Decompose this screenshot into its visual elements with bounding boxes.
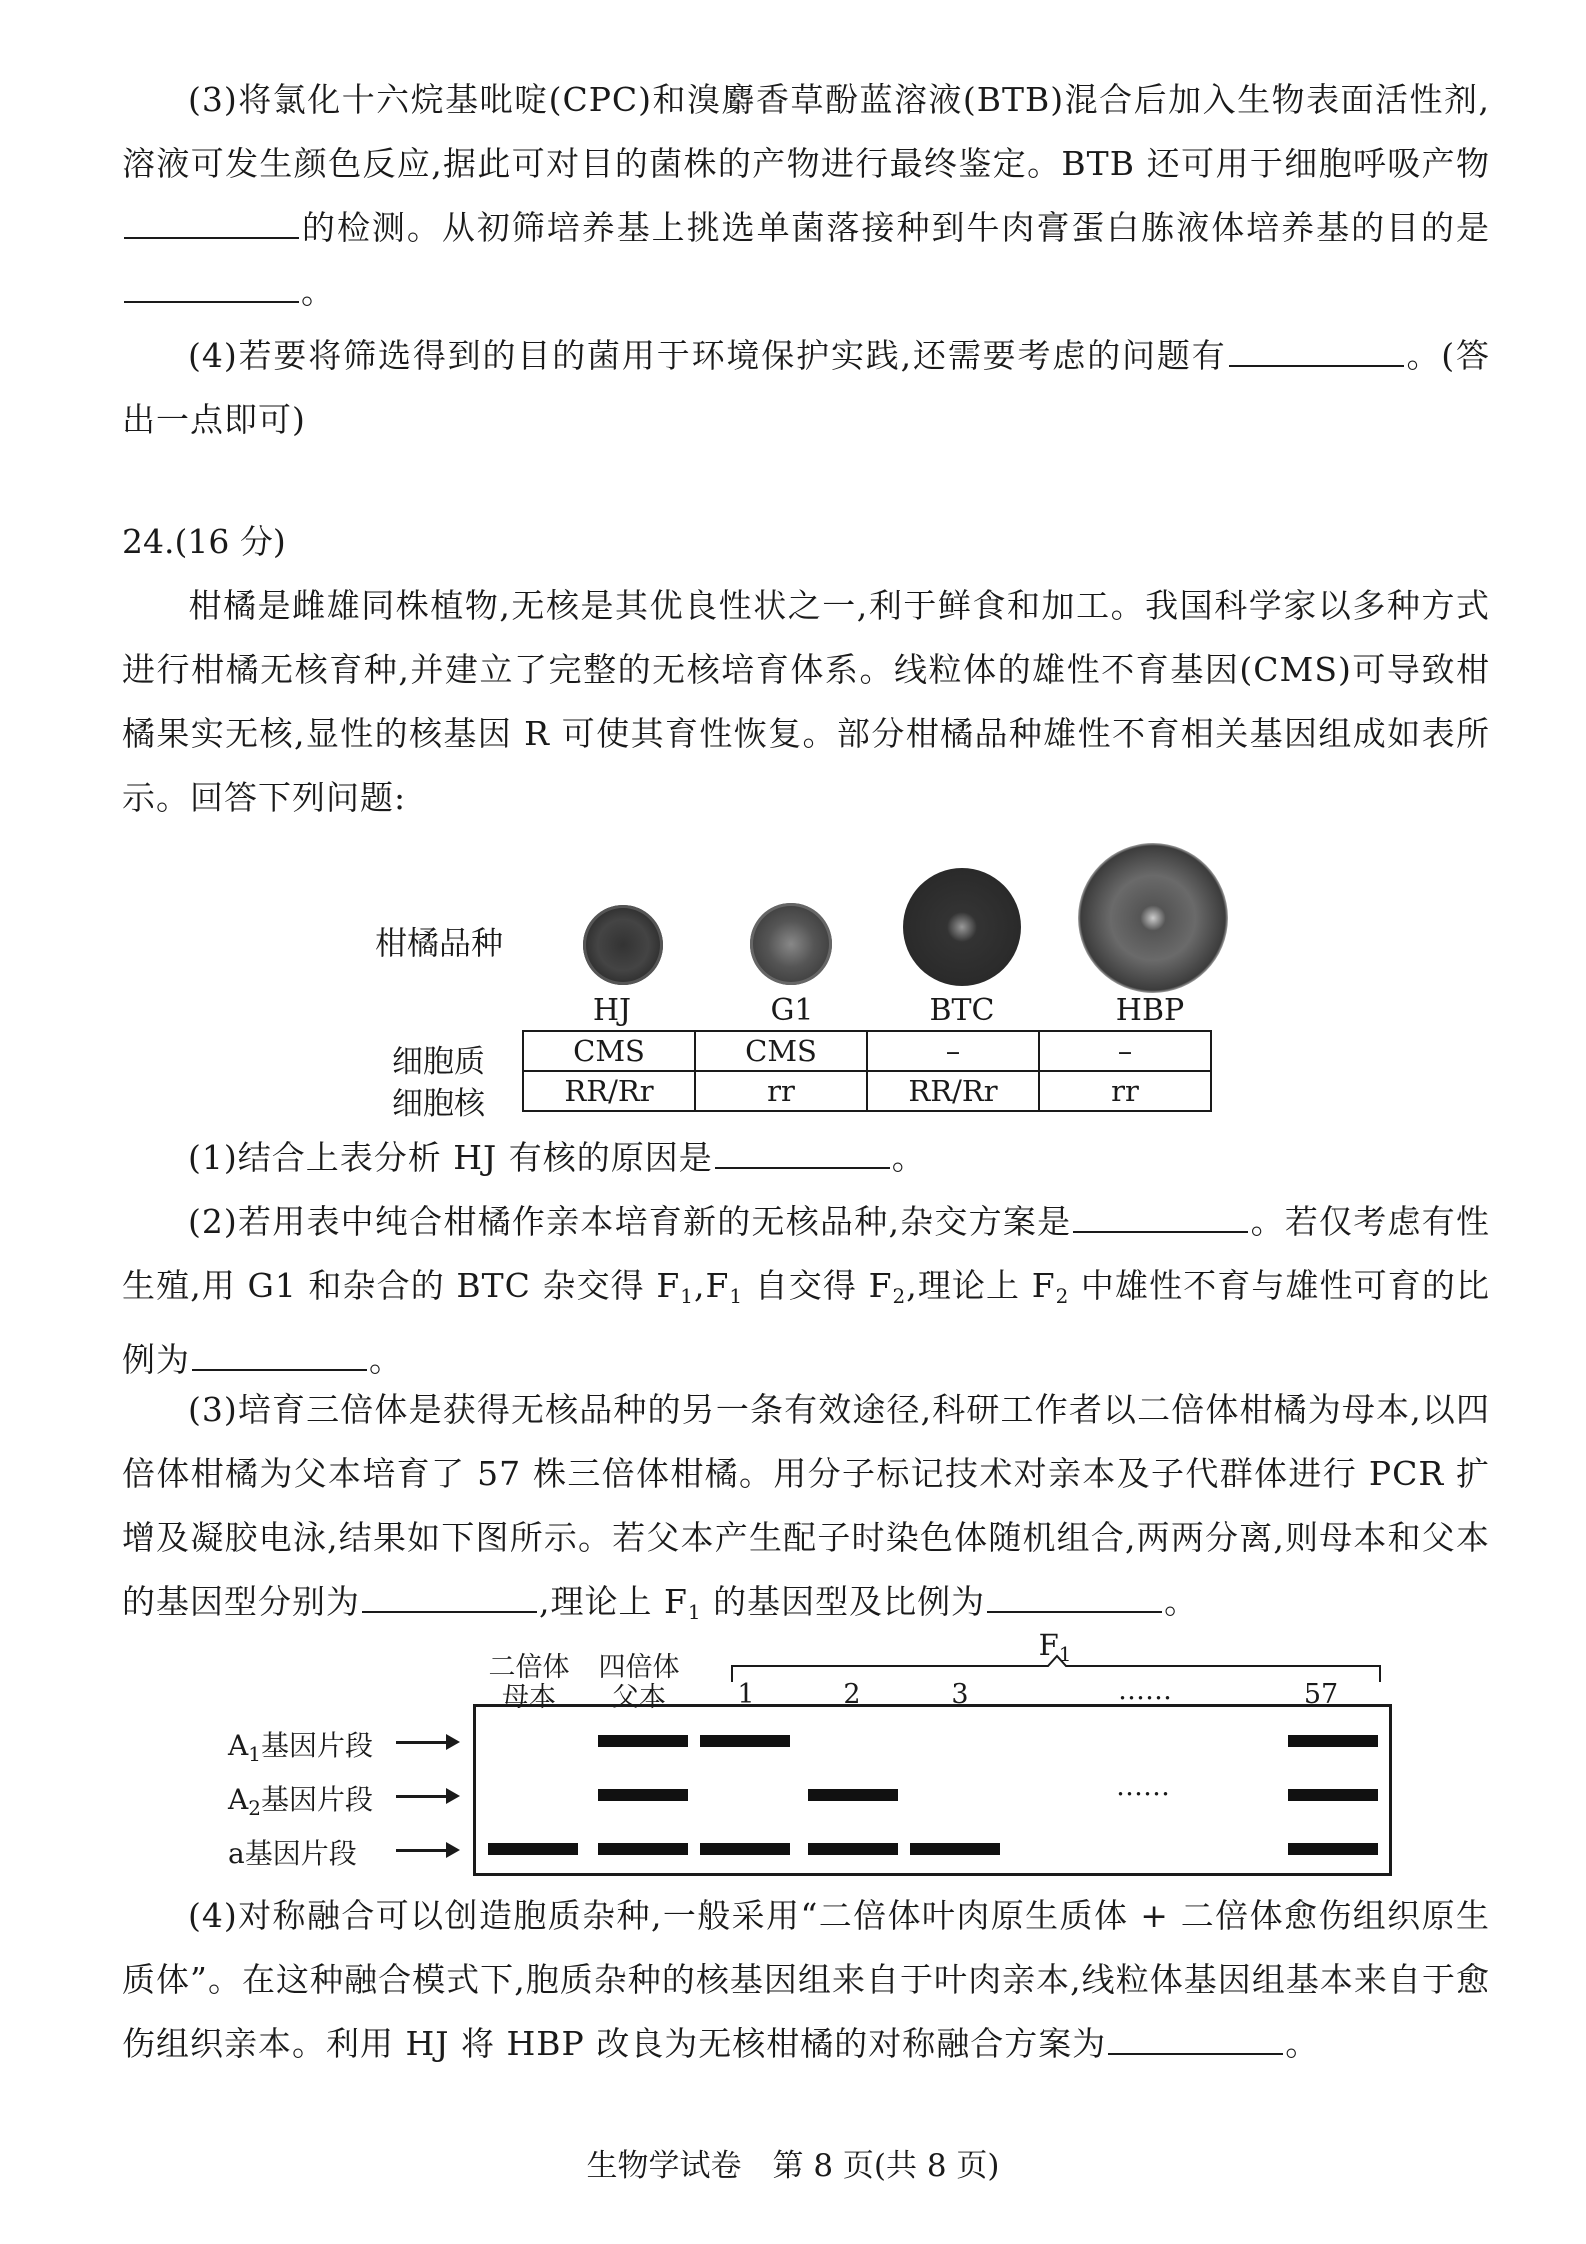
table-row [523, 1071, 1211, 1111]
table-cell: – [867, 1031, 1039, 1071]
hbp-fruit-image [1078, 843, 1228, 993]
q24-part3: (3)培育三倍体是获得无核品种的另一条有效途径,科研工作者以二倍体柑橘为母本,以四倍体柑橘为父本培育了 57 株三倍体柑橘。用分子标记技术对亲本及子代群体进行 PCR 扩增及凝胶电泳,结果如下图所示。若父本产生配子时染色体随机组合,两两分离,则母本和父本的基因型分别为 ,理论上 $F_1$ 的基因型及比例为 。 [122, 1390, 1490, 1624]
hj-fruit-image [583, 905, 663, 985]
table-cell: CMS [695, 1031, 867, 1071]
answer-blank[interactable] [124, 271, 299, 303]
band-lane1-a1 [700, 1735, 790, 1747]
fragment-label-a1: $A_1$基因片段 [228, 1729, 373, 1766]
variety-name-hj: HJ [592, 993, 632, 1028]
q23-part3: (3)将氯化十六烷基吡啶(CPC)和溴麝香草酚蓝溶液(BTB)混合后加入生物表面活性剂,溶液可发生颜色反应,据此可对目的菌株的产物进行最终鉴定。BTB 还可用于细胞呼吸产物的检测。从初筛培养基上挑选单菌落接种到牛肉膏蛋白胨液体培养基的目的是。 [122, 80, 1490, 311]
variety-name-hbp: HBP [1115, 993, 1185, 1028]
q24-part2: (2)若用表中纯合柑橘作亲本培育新的无核品种,杂交方案是 。若仅考虑有性生殖,用 G1 和杂合的 BTC 杂交得 $F_1,F_1$ 自交得 $F_2$,理论上 $F_2$ 中雄性不育与雄性可育的比例为 。 [122, 1202, 1491, 1379]
fragment-label-a2: $A_2$基因片段 [228, 1783, 373, 1820]
answer-blank[interactable] [987, 1581, 1162, 1613]
table-cell: RR/Rr [867, 1071, 1039, 1111]
table-cell: rr [1039, 1071, 1211, 1111]
btc-fruit-image [903, 868, 1021, 986]
g1-fruit-image [750, 903, 832, 985]
q24-part1: (1)结合上表分析 HJ 有核的原因是 。 [188, 1138, 926, 1177]
f1-head: $F_1$ [1038, 1628, 1072, 1666]
lane-number: 57 [1303, 1679, 1339, 1710]
answer-blank[interactable] [1229, 335, 1404, 367]
q24-intro: 柑橘是雌雄同株植物,无核是其优良性状之一,利于鲜食和加工。我国科学家以多种方式进行柑橘无核育种,并建立了完整的无核培育体系。线粒体的雄性不育基因(CMS)可导致柑橘果实无核,显性的核基因 R 可使其育性恢复。部分柑橘品种雄性不育相关基因组成如表所示。回答下列问题: [122, 586, 1490, 817]
answer-blank[interactable] [124, 207, 299, 239]
lane-number: 1 [737, 1679, 755, 1710]
q24-part4: (4)对称融合可以创造胞质杂种,一般采用“二倍体叶肉原生质体 + 二倍体愈伤组织原生质体”。在这种融合模式下,胞质杂种的核基因组来自于叶肉亲本,线粒体基因组基本来自于愈伤组织亲本。利用 HJ 将 HBP 改良为无核柑橘的对称融合方案为 。 [122, 1896, 1490, 2063]
gel-ellipsis: …… [1116, 1771, 1170, 1802]
answer-blank[interactable] [1073, 1201, 1248, 1233]
band-lane57-a1 [1288, 1735, 1378, 1747]
arrow-icon [396, 1741, 456, 1744]
lane-head-mother: 二倍体 母本 [488, 1652, 570, 1713]
band-lane57-a2 [1288, 1789, 1378, 1801]
question-number: 24.(16 分) [122, 522, 286, 561]
band-lane2-a2 [808, 1789, 898, 1801]
lane-ellipsis: …… [1118, 1675, 1172, 1706]
band-father-a [598, 1843, 688, 1855]
variety-label: 柑橘品种 [375, 924, 504, 962]
variety-name-g1: G1 [770, 993, 814, 1028]
variety-name-btc: BTC [929, 993, 995, 1028]
band-lane1-a [700, 1843, 790, 1855]
fragment-label-a: a基因片段 [228, 1837, 357, 1870]
page-footer: 生物学试卷 第 8 页(共 8 页) [586, 2148, 1000, 2184]
answer-blank[interactable] [1108, 2023, 1283, 2055]
band-father-a1 [598, 1735, 688, 1747]
lane-head-father: 四倍体 父本 [598, 1652, 680, 1713]
table-cell: RR/Rr [523, 1071, 695, 1111]
band-lane3-a [910, 1843, 1000, 1855]
table-cell: – [1039, 1031, 1211, 1071]
table-row [523, 1031, 1211, 1071]
band-mother-a [488, 1843, 578, 1855]
band-lane57-a [1288, 1843, 1378, 1855]
lane-number: 3 [951, 1679, 969, 1710]
arrow-icon [396, 1795, 456, 1798]
gene-table [522, 1030, 1212, 1112]
answer-blank[interactable] [362, 1581, 537, 1613]
f1-bracket [730, 1652, 1385, 1688]
table-cell: rr [695, 1071, 867, 1111]
arrow-icon [396, 1849, 456, 1852]
answer-blank[interactable] [192, 1339, 367, 1371]
electrophoresis-gel [473, 1704, 1392, 1876]
row-label-nucleus: 细胞核 [392, 1086, 485, 1122]
table-cell: CMS [523, 1031, 695, 1071]
q23-part4: (4)若要将筛选得到的目的菌用于环境保护实践,还需要考虑的问题有 。(答出一点即可) [122, 336, 1491, 439]
answer-blank[interactable] [715, 1137, 890, 1169]
lane-number: 2 [843, 1679, 861, 1710]
band-father-a2 [598, 1789, 688, 1801]
band-lane2-a [808, 1843, 898, 1855]
row-label-cytoplasm: 细胞质 [392, 1044, 485, 1080]
